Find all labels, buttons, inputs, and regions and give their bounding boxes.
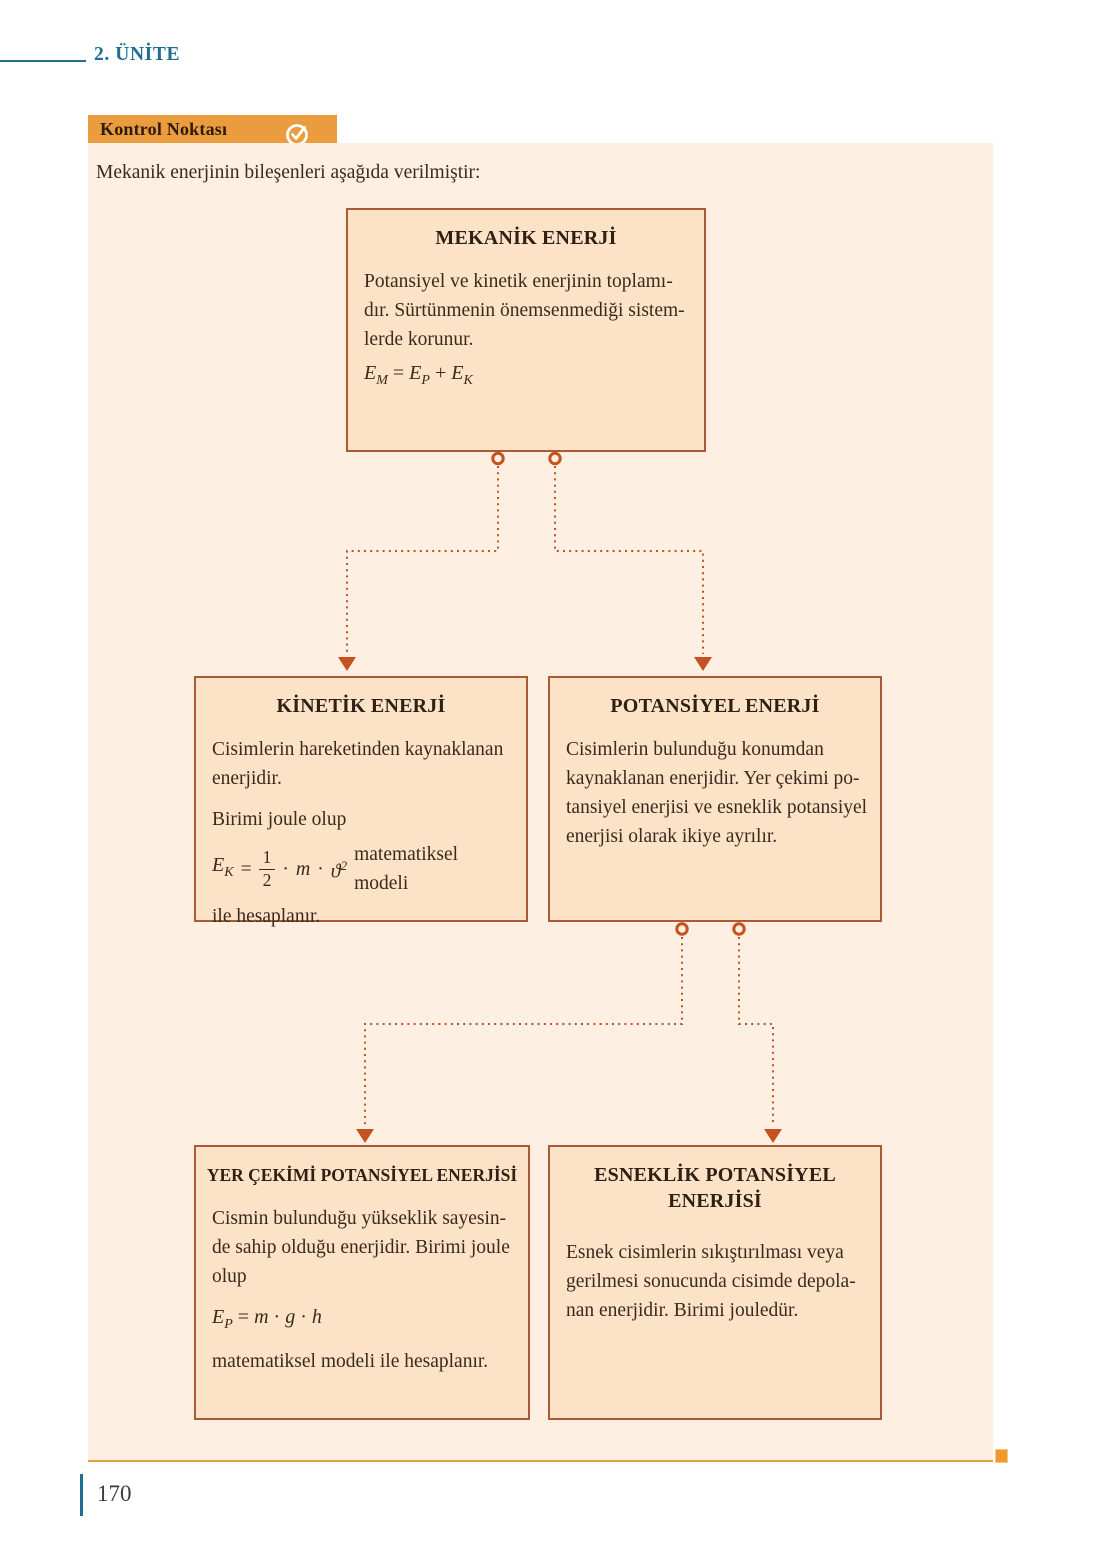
page-number: 170 xyxy=(97,1481,132,1506)
node-title-line: ENERJİSİ xyxy=(668,1190,762,1212)
checkpoint-banner xyxy=(88,115,337,143)
node-title: MEKANİK ENERJİ xyxy=(435,227,617,249)
body-line: gerilmesi sonucunda cisimde depola- xyxy=(566,1271,856,1292)
body-line: enerjisi olarak ikiye ayrılır. xyxy=(566,826,778,847)
corner-accent-square xyxy=(995,1449,1008,1463)
node-potansiyel-enerji xyxy=(548,676,882,922)
node-yer-cekimi-potansiyel xyxy=(194,1145,530,1420)
node-body xyxy=(550,719,880,851)
node-body xyxy=(348,251,704,395)
body-line: nan enerjidir. Birimi jouledür. xyxy=(566,1300,799,1321)
body-line: matematiksel modeli ile hesaplanır. xyxy=(212,1351,489,1372)
body-line: dır. Sürtünmenin önemsenmediği sistem- xyxy=(364,300,685,321)
node-esneklik-potansiyel xyxy=(548,1145,882,1420)
node-body xyxy=(550,1214,880,1325)
node-mekanik-enerji xyxy=(346,208,706,452)
node-kinetik-enerji xyxy=(194,676,528,927)
body-line: kaynaklanan enerjidir. Yer çekimi po- xyxy=(566,768,860,789)
body-line: Birimi joule olup xyxy=(212,809,347,830)
body-line: olup xyxy=(212,1266,247,1287)
node-title: KİNETİK ENERJİ xyxy=(276,695,446,717)
node-title: POTANSİYEL ENERJİ xyxy=(610,695,820,717)
body-line: Esnek cisimlerin sıkıştırılması veya xyxy=(566,1242,844,1263)
node-title: YER ÇEKİMİ POTANSİYEL ENERJİSİ xyxy=(206,1165,518,1185)
unit-header-rule xyxy=(0,60,86,62)
body-line: ile hesaplanır. xyxy=(212,906,321,927)
body-line: Cisimlerin bulunduğu konumdan xyxy=(566,739,824,760)
formula-gravitational-pe: $E_P = m \cdot g \cdot h$ xyxy=(212,1306,322,1332)
body-line: Cismin bulunduğu yükseklik sayesin- xyxy=(212,1208,507,1229)
body-line: enerjidir. xyxy=(212,768,282,789)
checkpoint-title: Kontrol Noktası xyxy=(100,119,228,139)
node-body xyxy=(196,1188,528,1376)
intro-text: Mekanik enerjinin bileşenleri aşağıda verilmiştir: xyxy=(96,162,481,183)
node-body xyxy=(196,719,526,931)
body-line: Cisimlerin hareketinden kaynaklanan xyxy=(212,739,504,760)
formula-mechanical-energy: $E_M = E_P + E_K$ xyxy=(364,362,473,388)
fraction-one-half: $\frac{1}{2}$ xyxy=(259,848,276,890)
body-line: lerde korunur. xyxy=(364,329,474,350)
node-title-line: ESNEKLİK POTANSİYEL xyxy=(594,1164,836,1186)
body-line: tansiyel enerjisi ve esneklik potansiyel xyxy=(566,797,868,818)
body-line: Potansiyel ve kinetik enerjinin toplamı- xyxy=(364,271,673,292)
unit-header-label: 2. ÜNİTE xyxy=(94,44,181,65)
body-line: de sahip olduğu enerjidir. Birimi joule xyxy=(212,1237,510,1258)
node-title xyxy=(550,1147,880,1214)
page-number-rule xyxy=(80,1474,83,1516)
formula-kinetic-energy: $E_K$ = $\frac{1}{2}$ · m · $ϑ^2$ matematiksel modeli xyxy=(212,844,459,894)
